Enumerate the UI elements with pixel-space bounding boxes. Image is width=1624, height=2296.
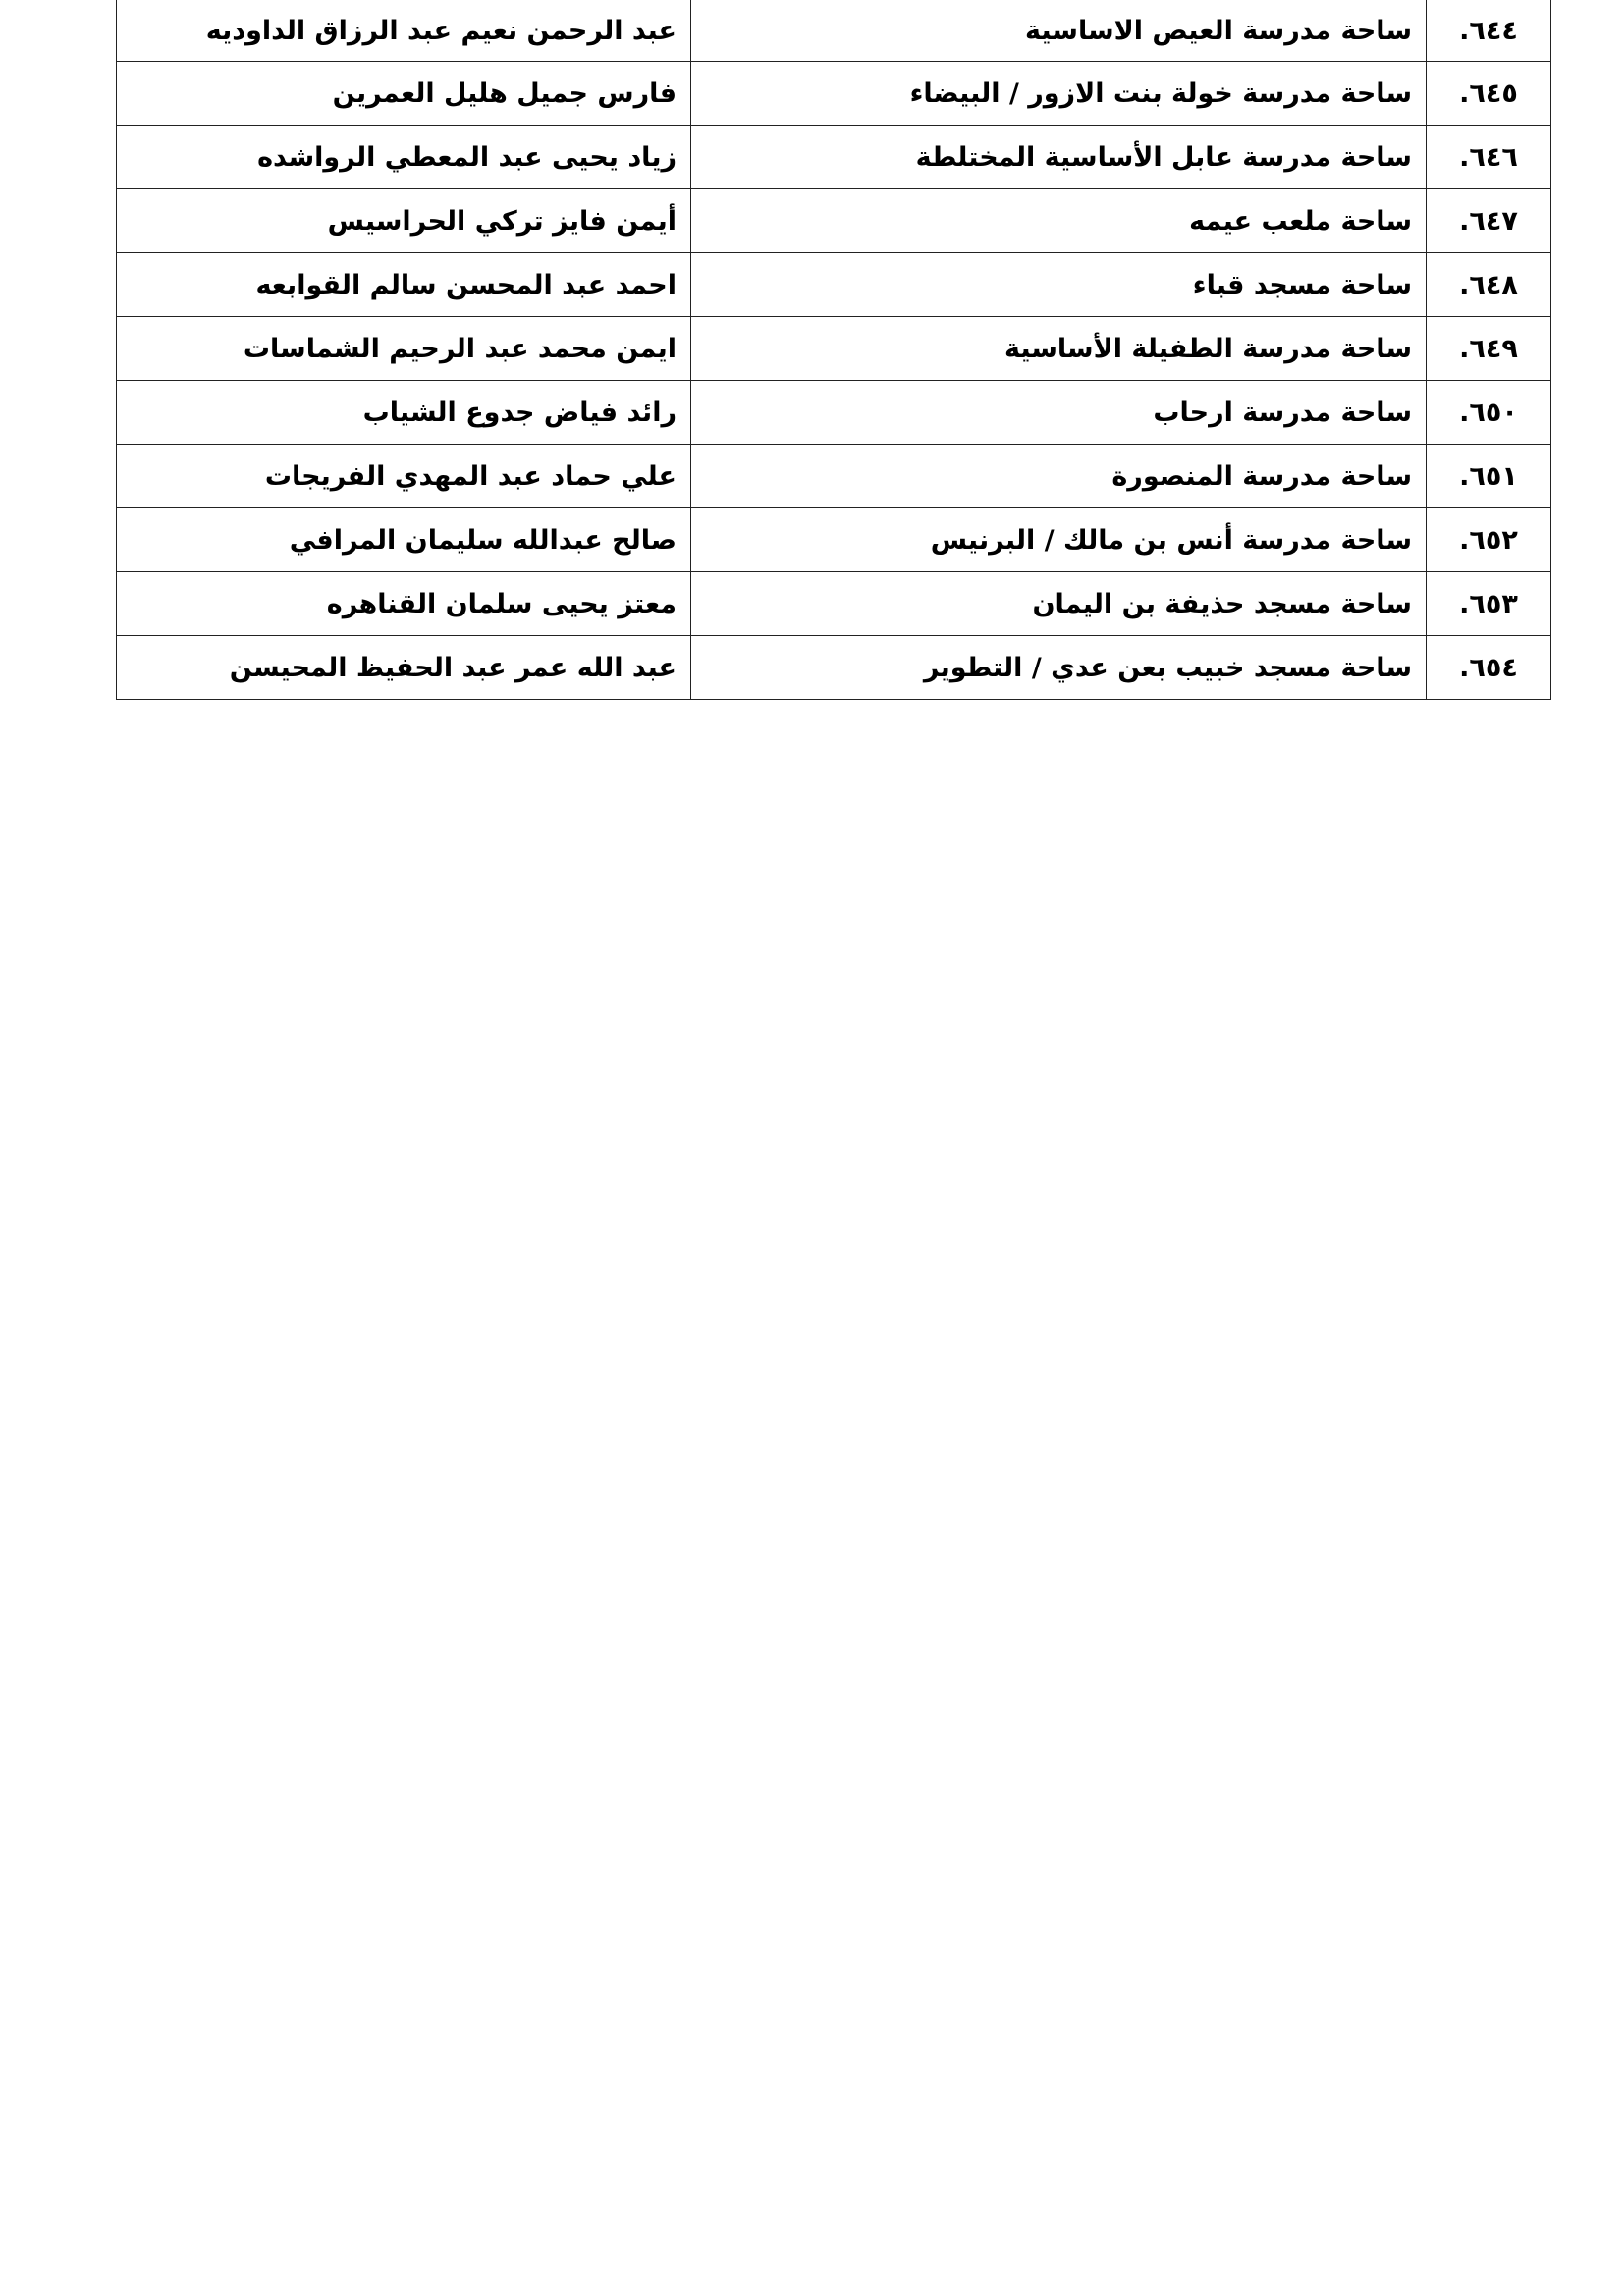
row-number: ٦٤٤. (1427, 0, 1551, 62)
person-name-cell: معتز يحيى سلمان القناهره (117, 572, 691, 636)
location-cell: ساحة ملعب عيمه (691, 189, 1427, 253)
document-page (116, 0, 1551, 700)
location-cell: ساحة مدرسة خولة بنت الازور / البيضاء (691, 62, 1427, 126)
table-row (117, 636, 1551, 700)
person-name-cell: صالح عبدالله سليمان المرافي (117, 508, 691, 572)
table-row (117, 0, 1551, 62)
table-row (117, 572, 1551, 636)
person-name-cell: احمد عبد المحسن سالم القوابعه (117, 253, 691, 317)
table-row (117, 445, 1551, 508)
table-row (117, 253, 1551, 317)
row-number: ٦٥٠. (1427, 381, 1551, 445)
person-name-cell: زياد يحيى عبد المعطي الرواشده (117, 126, 691, 189)
table-row (117, 317, 1551, 381)
person-name-cell: عبد الله عمر عبد الحفيظ المحيسن (117, 636, 691, 700)
location-cell: ساحة مسجد خبيب بعن عدي / التطوير (691, 636, 1427, 700)
location-cell: ساحة مسجد قباء (691, 253, 1427, 317)
table-row (117, 189, 1551, 253)
row-number: ٦٥٤. (1427, 636, 1551, 700)
table-body (117, 0, 1551, 700)
person-name-cell: أيمن فايز تركي الحراسيس (117, 189, 691, 253)
row-number: ٦٥٢. (1427, 508, 1551, 572)
row-number: ٦٤٧. (1427, 189, 1551, 253)
person-name-cell: عبد الرحمن نعيم عبد الرزاق الداوديه (117, 0, 691, 62)
locations-table (116, 0, 1551, 700)
row-number: ٦٥٣. (1427, 572, 1551, 636)
table-row (117, 381, 1551, 445)
row-number: ٦٤٩. (1427, 317, 1551, 381)
person-name-cell: فارس جميل هليل العمرين (117, 62, 691, 126)
person-name-cell: ايمن محمد عبد الرحيم الشماسات (117, 317, 691, 381)
location-cell: ساحة مدرسة المنصورة (691, 445, 1427, 508)
row-number: ٦٥١. (1427, 445, 1551, 508)
table-row (117, 508, 1551, 572)
row-number: ٦٤٥. (1427, 62, 1551, 126)
location-cell: ساحة مدرسة عابل الأساسية المختلطة (691, 126, 1427, 189)
person-name-cell: علي حماد عبد المهدي الفريجات (117, 445, 691, 508)
location-cell: ساحة مدرسة ارحاب (691, 381, 1427, 445)
row-number: ٦٤٦. (1427, 126, 1551, 189)
person-name-cell: رائد فياض جدوع الشياب (117, 381, 691, 445)
table-row (117, 126, 1551, 189)
row-number: ٦٤٨. (1427, 253, 1551, 317)
location-cell: ساحة مسجد حذيفة بن اليمان (691, 572, 1427, 636)
location-cell: ساحة مدرسة الطفيلة الأساسية (691, 317, 1427, 381)
table-row (117, 62, 1551, 126)
location-cell: ساحة مدرسة أنس بن مالك / البرنيس (691, 508, 1427, 572)
location-cell: ساحة مدرسة العيص الاساسية (691, 0, 1427, 62)
